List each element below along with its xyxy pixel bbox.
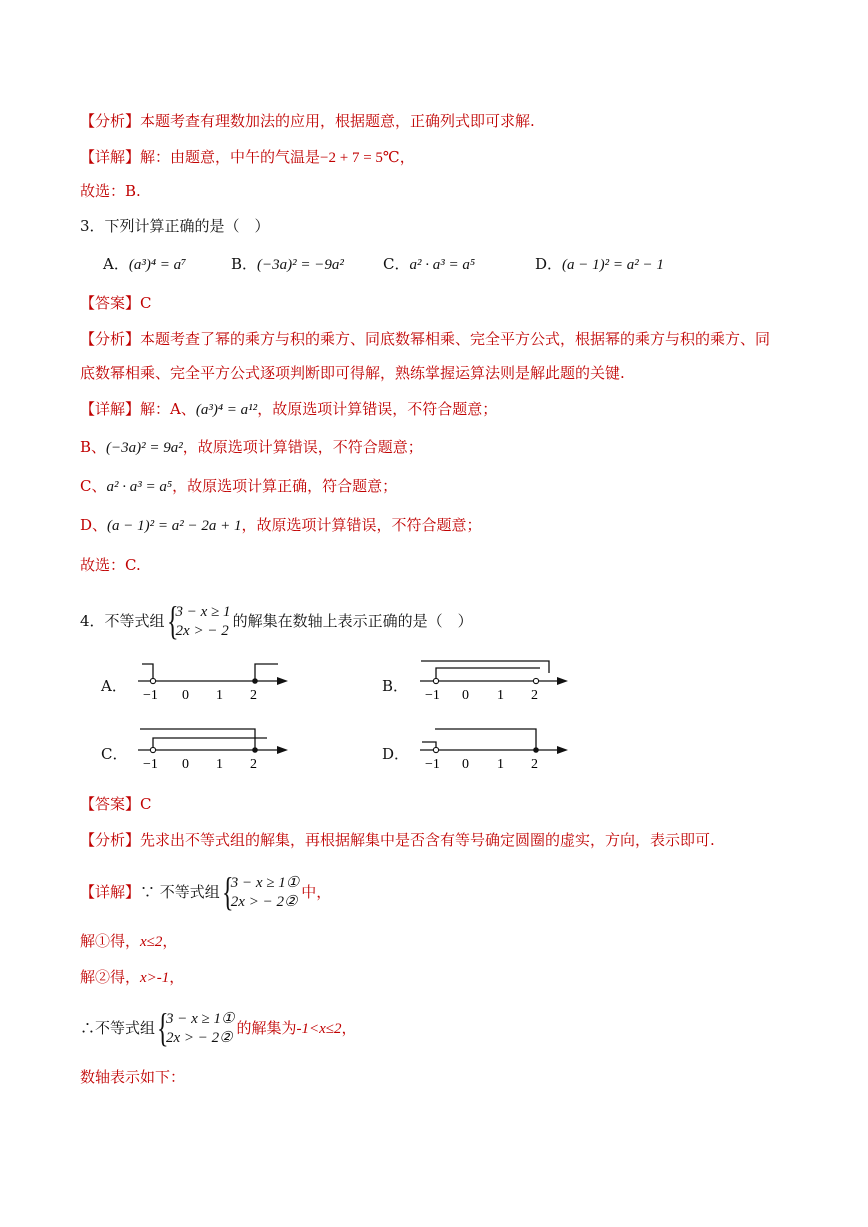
detail-prefix: B、 — [80, 438, 107, 456]
q4-answer — [80, 793, 152, 815]
brace-icon: { — [157, 1005, 169, 1050]
tick-label: 0 — [182, 757, 189, 772]
question-suffix: 的解集在数轴上表示正确的是（ ） — [232, 612, 473, 630]
tick-label: −1 — [143, 688, 158, 703]
question-prefix: 4．不等式组 — [80, 612, 165, 630]
open-point — [150, 678, 155, 683]
inequality-system — [157, 1005, 235, 1050]
detail-prefix: D、 — [80, 516, 108, 534]
brace-icon: { — [166, 598, 179, 643]
q3-option-b — [231, 253, 344, 276]
system-row-2: 2x > − 2 — [175, 623, 229, 639]
q4-option-b-label: B． — [382, 677, 409, 695]
option-math: (a³)⁴ = a⁷ — [128, 257, 187, 273]
tick-label: 0 — [462, 757, 469, 772]
detail-text: ，故原选项计算错误，不符合题意； — [257, 400, 498, 418]
q4-number-line-d — [412, 723, 582, 773]
q3-analysis-line1 — [80, 328, 770, 350]
detail-tag: 【详解】 — [80, 883, 141, 901]
inequality-system — [166, 598, 231, 643]
option-math: (a − 1)² = a² − 1 — [562, 257, 664, 273]
option-label: D． — [535, 255, 563, 273]
analysis-tag: 【分析】 — [80, 330, 141, 348]
q2-analysis — [80, 110, 535, 132]
q4-option-d-label: D． — [382, 745, 410, 763]
answer-value: C — [140, 294, 152, 312]
answer-tag: 【答案】 — [80, 795, 141, 813]
open-point — [433, 747, 438, 752]
axis-arrow-icon — [557, 746, 568, 754]
system-row-2: 2x > − 2② — [230, 894, 298, 910]
q2-choice: 故选：B. — [80, 182, 141, 200]
q3-option-d — [535, 253, 664, 276]
solve-math: x≤2 — [140, 934, 163, 950]
answer-value: C — [140, 795, 152, 813]
option-math: a² · a³ = a⁵ — [409, 257, 476, 273]
q3-analysis-line2: 底数幂相乘、完全平方公式逐项判断即可得解，熟练掌握运算法则是解此题的关键. — [80, 364, 625, 382]
analysis-text: 本题考查有理数加法的应用，根据题意，正确列式即可求解. — [140, 112, 535, 130]
open-point — [533, 678, 538, 683]
q4-number-line-c — [130, 723, 300, 773]
detail-math: (a − 1)² = a² − 2a + 1 — [107, 518, 242, 534]
solve-prefix: 解①得， — [80, 932, 141, 950]
q2-detail — [80, 146, 415, 169]
ray-left — [421, 661, 549, 673]
detail-tag: 【详解】 — [80, 400, 141, 418]
detail-suffix: 中， — [301, 883, 332, 901]
detail-math: −2 + 7 = 5℃ — [320, 150, 400, 166]
brace-icon: { — [221, 869, 234, 914]
tick-label: 1 — [216, 688, 223, 703]
axis-arrow-icon — [557, 677, 568, 685]
analysis-text: 本题考查了幂的乘方与积的乘方、同底数幂相乘、完全平方公式，根据幂的乘方与积的乘方、同 — [140, 330, 771, 348]
ray-right — [153, 738, 267, 750]
tick-label: 2 — [531, 688, 538, 703]
detail-prefix: ∵ 不等式组 — [140, 883, 220, 901]
ray-left — [140, 729, 255, 750]
q3-question: 3．下列计算正确的是（ ） — [80, 217, 270, 235]
q4-analysis — [80, 829, 715, 851]
q4-solve-1 — [80, 930, 177, 953]
option-label: A． — [103, 255, 129, 273]
open-point — [433, 678, 438, 683]
solve-math: x>-1 — [140, 970, 170, 986]
detail-text: ，故原选项计算正确，符合题意； — [172, 477, 398, 495]
tick-label: 0 — [462, 688, 469, 703]
tick-label: 2 — [250, 757, 257, 772]
detail-math: a² · a³ = a⁵ — [106, 479, 173, 495]
detail-math: (−3a)² = 9a² — [106, 440, 183, 456]
system-row-1: 3 − x ≥ 1① — [166, 1011, 235, 1027]
analysis-tag: 【分析】 — [80, 112, 141, 130]
q3-detail-b — [80, 436, 423, 459]
tick-label: −1 — [425, 757, 440, 772]
set-prefix: ∴不等式组 — [80, 1019, 156, 1037]
q4-numberline-text: 数轴表示如下： — [80, 1068, 186, 1086]
closed-point — [533, 747, 539, 753]
q3-option-c — [383, 253, 475, 276]
q3-detail-c — [80, 475, 397, 498]
axis-arrow-icon — [277, 677, 288, 685]
tick-label: 1 — [216, 757, 223, 772]
q4-question — [80, 598, 473, 643]
q3-option-a — [103, 253, 186, 276]
system-row-2: 2x > − 2② — [166, 1030, 233, 1046]
open-point — [150, 747, 155, 752]
q4-option-c-label: C． — [101, 745, 128, 763]
option-label: B． — [231, 255, 258, 273]
q4-solution-set — [80, 1005, 357, 1050]
q3-detail-a — [80, 398, 497, 421]
q4-option-a-label: A． — [101, 677, 127, 695]
set-math: -1<x≤2 — [296, 1021, 342, 1037]
tick-label: 1 — [497, 688, 504, 703]
detail-text: 解：由题意，中午的气温是 — [140, 148, 321, 166]
detail-prefix: C、 — [80, 477, 107, 495]
detail-prefix: 解：A、 — [140, 400, 196, 418]
option-label: C． — [383, 255, 410, 273]
tick-label: −1 — [143, 757, 158, 772]
tick-label: 1 — [497, 757, 504, 772]
tick-label: 0 — [182, 688, 189, 703]
analysis-tag: 【分析】 — [80, 831, 141, 849]
tick-label: −1 — [425, 688, 440, 703]
inequality-system — [221, 869, 300, 914]
set-tail: ， — [341, 1019, 357, 1037]
ray-right — [435, 729, 536, 750]
q4-number-line-b — [412, 655, 582, 705]
system-row-1: 3 − x ≥ 1 — [175, 604, 231, 620]
solve-prefix: 解②得， — [80, 968, 141, 986]
ray-right — [255, 664, 278, 681]
ray-right — [436, 668, 540, 681]
option-math: (−3a)² = −9a² — [257, 257, 344, 273]
solve-tail: ， — [162, 932, 178, 950]
closed-point — [252, 678, 258, 684]
tick-label: 2 — [250, 688, 257, 703]
detail-text: ，故原选项计算错误，不符合题意； — [241, 516, 482, 534]
solve-tail: ， — [169, 968, 185, 986]
analysis-text: 先求出不等式组的解集，再根据解集中是否含有等号确定圆圈的虚实，方向，表示即可. — [140, 831, 715, 849]
set-mid: 的解集为 — [236, 1019, 297, 1037]
q4-solve-2 — [80, 966, 184, 989]
q3-choice: 故选：C. — [80, 556, 141, 574]
detail-tail: ， — [399, 148, 415, 166]
tick-label: 2 — [531, 757, 538, 772]
q3-answer — [80, 292, 152, 314]
detail-math: (a³)⁴ = a¹² — [195, 402, 258, 418]
q4-detail — [80, 869, 332, 914]
closed-point — [252, 747, 258, 753]
q3-detail-d — [80, 514, 482, 537]
axis-arrow-icon — [277, 746, 288, 754]
system-row-1: 3 − x ≥ 1① — [230, 875, 300, 891]
q4-number-line-a — [130, 655, 300, 705]
detail-tag: 【详解】 — [80, 148, 141, 166]
detail-text: ，故原选项计算错误，不符合题意； — [182, 438, 423, 456]
answer-tag: 【答案】 — [80, 294, 141, 312]
